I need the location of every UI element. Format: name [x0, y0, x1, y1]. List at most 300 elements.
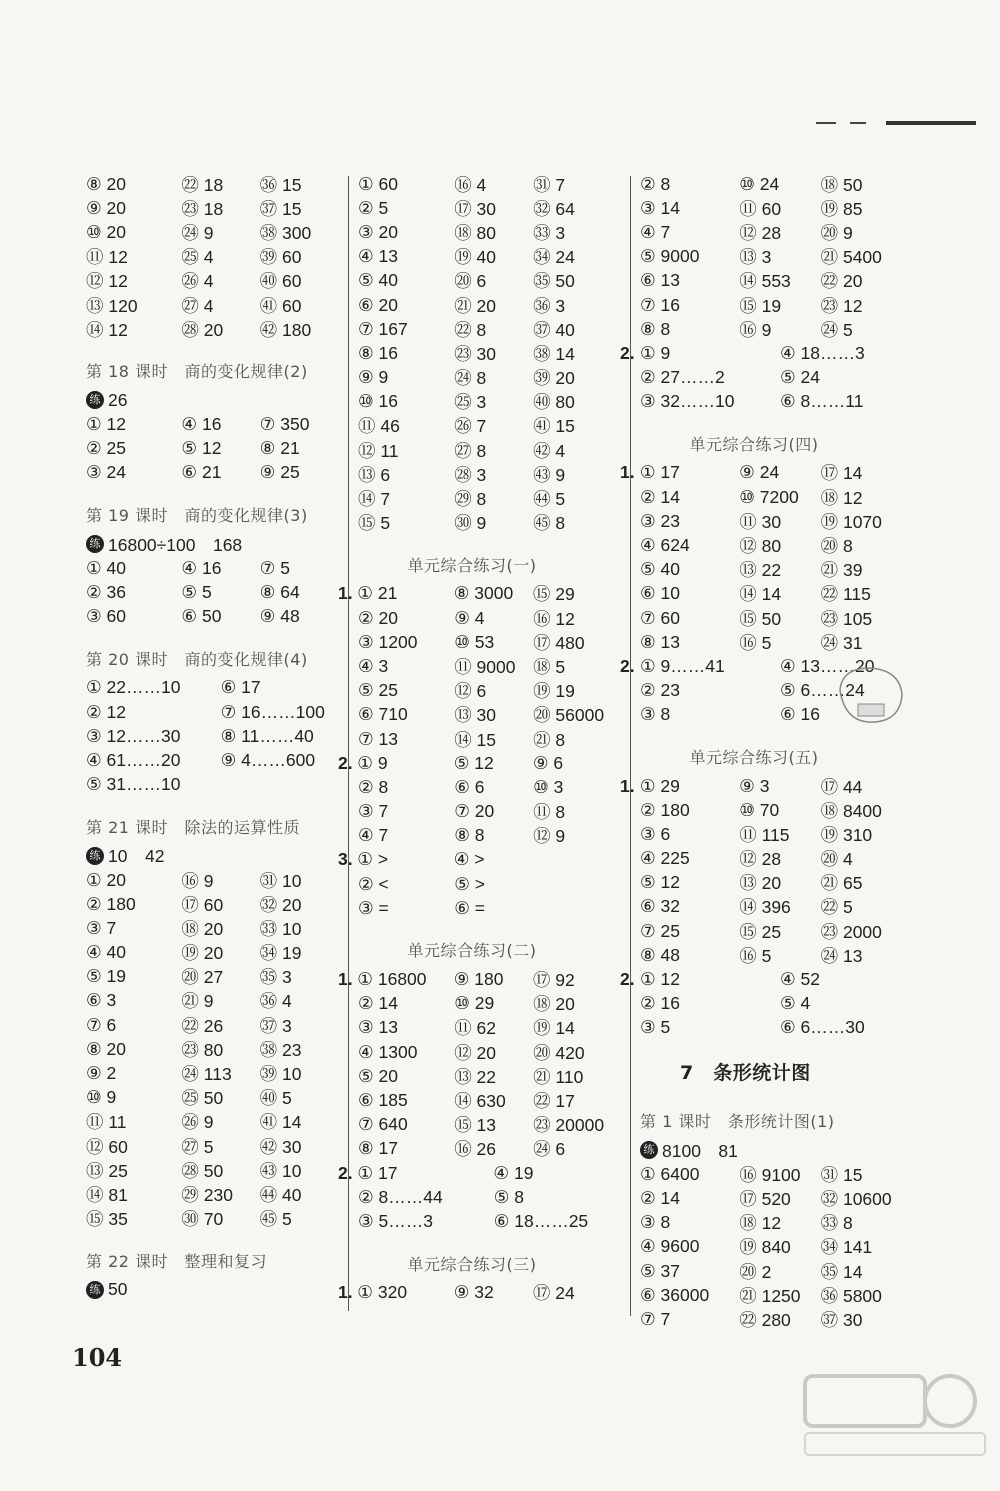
answer-row — [358, 606, 610, 630]
answer-row — [86, 1013, 336, 1037]
answer-row — [86, 724, 336, 748]
answer-cell: ① 29 — [639, 775, 680, 796]
answer-cell: ㉓ 2000 — [820, 921, 882, 942]
answer-cell: ① 40 — [86, 557, 127, 578]
answer-row — [86, 196, 336, 220]
answer-cell: ⑥ 36000 — [640, 1284, 710, 1305]
practice-row — [86, 388, 336, 412]
answer-cell: ⑲ 19 — [533, 681, 575, 702]
answer-row — [358, 800, 610, 824]
answer-cell: ⑤ 9000 — [640, 246, 700, 267]
answer-row — [358, 317, 610, 341]
answer-cell: ⑯ 26 — [454, 1139, 497, 1160]
answer-cell: ① 17 — [357, 1162, 398, 1183]
spacer — [358, 920, 610, 938]
answer-cell: ⑦ 16 — [640, 294, 681, 315]
answer-cell: ⑥ 6……30 — [780, 1017, 865, 1038]
section-title: 第 19 课时 商的变化规律(3) — [86, 506, 308, 526]
answer-row — [358, 896, 610, 920]
answer-cell: ③ 14 — [640, 197, 681, 218]
section-title: 第 1 课时 条形统计图(1) — [640, 1112, 835, 1131]
answer-cell: ⑤ 19 — [86, 966, 127, 987]
answer-cell: ④ 624 — [640, 535, 690, 556]
answer-row — [640, 172, 900, 196]
answer-cell: ⑳ 27 — [181, 967, 224, 988]
answer-cell: ② 8 — [640, 173, 671, 194]
answer-row — [640, 220, 900, 244]
answer-cell: ⑲ 85 — [820, 198, 863, 219]
answer-cell: ㉒ 115 — [820, 584, 871, 605]
spacer — [86, 797, 336, 815]
answer-cell: ⑥ = — [454, 897, 485, 918]
answer-cell: ㊲ 3 — [259, 1015, 292, 1036]
answer-row — [358, 992, 610, 1016]
answer-cell: ㊶ 14 — [259, 1112, 302, 1133]
answer-cell: ㉓ 105 — [820, 608, 873, 629]
answer-row — [640, 485, 900, 509]
answer-cell: ⑮ 35 — [86, 1209, 128, 1230]
answer-cell: ㊵ 80 — [533, 392, 575, 413]
answer-row — [86, 941, 336, 965]
answer-cell: ㊲ 15 — [259, 198, 302, 219]
answer-cell: ㉗ 8 — [454, 440, 487, 461]
answer-row — [86, 892, 336, 916]
answer-cell: ⑲ 840 — [739, 1237, 791, 1258]
answer-cell: ⑭ 7 — [358, 489, 391, 510]
answer-row — [358, 486, 610, 510]
answer-cell: ㉟ 50 — [533, 271, 575, 292]
answer-cell: ③ 5 — [640, 1017, 671, 1038]
answer-row — [358, 172, 610, 196]
answer-cell: ㊸ 9 — [533, 464, 566, 485]
answer-cell: ⑤ 24 — [780, 367, 821, 388]
answer-cell: ㊳ 300 — [259, 222, 312, 243]
practice-icon: 练 — [86, 535, 104, 553]
answer-cell: ⑳ 420 — [533, 1042, 585, 1063]
answer-row — [86, 965, 336, 989]
answer-cell: ㉔ 113 — [181, 1064, 232, 1085]
answer-row — [358, 654, 610, 678]
answer-cell: ① > — [357, 849, 389, 870]
answer-row — [86, 748, 336, 772]
answer-row — [640, 798, 900, 822]
answer-cell: ⑰ 14 — [820, 463, 863, 484]
answer-cell: ⑳ 56000 — [533, 705, 605, 726]
answer-cell: ⑨ 32 — [453, 1282, 494, 1303]
answer-cell: ② 180 — [86, 893, 136, 914]
answer-cell: ⑧ 20 — [86, 1038, 127, 1059]
answer-cell: ⑤ 12 — [640, 872, 681, 893]
answer-cell: ⑩ 7200 — [739, 486, 799, 507]
answer-cell: ③ 6 — [640, 823, 671, 844]
answer-cell: ⑥ 20 — [358, 294, 399, 315]
answer-cell: ㊴ 60 — [259, 247, 302, 268]
answer-row — [640, 317, 900, 341]
answer-cell: ① 9……41 — [640, 655, 725, 676]
answer-row — [640, 1283, 900, 1307]
answer-cell: ⑬ 20 — [739, 873, 782, 894]
answer-row — [640, 606, 900, 630]
answer-row — [86, 580, 336, 604]
question-number: 2. — [338, 752, 353, 773]
answer-cell: ⑰ 92 — [532, 970, 575, 991]
answer-cell: ㉑ 39 — [820, 560, 863, 581]
answer-cell: ㉑ 1250 — [739, 1285, 801, 1306]
answer-cell: ③ 12……30 — [86, 725, 181, 746]
answer-row — [86, 220, 336, 244]
question-number: 2. — [620, 969, 635, 990]
practice-answer: 10 42 — [108, 846, 165, 867]
answer-cell: ④ 9600 — [640, 1236, 700, 1257]
answer-cell: ⑯ 9 — [181, 870, 214, 891]
answer-cell: ⑦ 640 — [358, 1114, 408, 1135]
answer-cell: ⑦ 13 — [358, 728, 399, 749]
answer-cell: ⑧ 8 — [454, 825, 485, 846]
answer-cell: ⑪ 62 — [454, 1018, 497, 1039]
answer-cell: ⑰ 480 — [533, 632, 585, 653]
answer-cell: ⑬ 3 — [739, 247, 772, 268]
answer-cell: ㉘ 20 — [181, 319, 224, 340]
section-title: 单元综合练习(一) — [358, 555, 537, 575]
section-title: 第 22 课时 整理和复习 — [86, 1251, 268, 1271]
answer-cell: ④ 52 — [780, 969, 821, 990]
answer-cell: ③ 8 — [640, 704, 671, 725]
answer-cell: ② 180 — [640, 799, 690, 820]
answer-cell: ⑨ 4 — [454, 607, 485, 628]
answer-row — [358, 1209, 610, 1233]
answer-cell: ㉖ 4 — [181, 271, 214, 292]
answer-cell: ⑦ 167 — [358, 318, 408, 339]
answer-cell: ⑤ 12 — [453, 752, 494, 773]
practice-answer: 50 — [108, 1279, 128, 1300]
answer-cell: ③ 7 — [86, 917, 117, 938]
answer-cell: ③ 8 — [640, 1212, 671, 1233]
answer-cell: ⑱ 20 — [181, 918, 224, 939]
answer-cell: ⑪ 60 — [739, 198, 782, 219]
answer-cell: ⑥ 3 — [86, 990, 117, 1011]
answer-row — [640, 919, 900, 943]
answer-cell: ⑰ 24 — [532, 1283, 575, 1304]
answer-cell: ⑱ 80 — [454, 222, 497, 243]
answer-cell: ⑤ 5 — [181, 582, 212, 603]
answer-cell: ② 8……44 — [358, 1186, 443, 1207]
answer-row — [86, 461, 336, 485]
answer-cell: ⑤ 6……24 — [780, 680, 865, 701]
answer-cell: ⑳ 8 — [820, 536, 853, 557]
answer-cell: ㊹ 40 — [259, 1184, 302, 1205]
answer-row — [358, 1064, 610, 1088]
answer-row — [338, 1281, 610, 1305]
answer-cell: ④ 18……3 — [780, 342, 865, 363]
section-title: 第 18 课时 商的变化规律(2) — [86, 362, 308, 382]
answer-column-1 — [86, 172, 336, 1302]
answer-cell: ㉒ 280 — [739, 1309, 791, 1330]
answer-cell: ⑪ 12 — [86, 247, 128, 268]
question-number: 2. — [620, 655, 635, 676]
answer-cell: ⑲ 40 — [454, 247, 497, 268]
answer-cell: ⑲ 310 — [820, 824, 873, 845]
answer-cell: ⑨ 25 — [259, 462, 300, 483]
answer-cell: ⑧ 48 — [640, 944, 681, 965]
answer-row — [358, 462, 610, 486]
answer-cell: ⑪ 46 — [358, 416, 400, 437]
answer-cell: ③ 5……3 — [358, 1210, 434, 1231]
answer-cell: ⑧ 8 — [640, 318, 671, 339]
answer-cell: ㉔ 8 — [454, 368, 487, 389]
answer-cell: ④ 16 — [181, 557, 222, 578]
question-number: 2. — [620, 342, 635, 363]
answer-cell: ⑥ 16 — [780, 704, 821, 725]
answer-cell: ② 20 — [358, 607, 399, 628]
practice-row — [86, 532, 336, 556]
answer-row — [358, 1185, 610, 1209]
answer-cell: ⑮ 50 — [739, 608, 782, 629]
spacer — [358, 1234, 610, 1252]
answer-cell: ⑪ 115 — [739, 824, 790, 845]
answer-row — [86, 989, 336, 1013]
answer-cell: ⑬ 6 — [358, 464, 391, 485]
answer-cell: ㊳ 14 — [533, 343, 575, 364]
answer-cell: ⑩ 53 — [454, 631, 495, 652]
answer-cell: ⑲ 20 — [181, 943, 224, 964]
answer-cell: ㊲ 30 — [820, 1309, 863, 1330]
answer-cell: ⑨ 20 — [86, 197, 127, 218]
answer-row — [640, 558, 900, 582]
answer-cell: ㉝ 8 — [820, 1213, 853, 1234]
answer-row — [358, 341, 610, 365]
answer-cell: ④ 13……20 — [780, 655, 875, 676]
answer-cell: ④ 13 — [358, 246, 399, 267]
answer-cell: ⑭ 12 — [86, 319, 128, 340]
answer-cell: ⑱ 12 — [820, 487, 863, 508]
answer-row — [620, 967, 900, 991]
answer-cell: ⑯ 9 — [739, 319, 772, 340]
answer-cell: ⑱ 50 — [820, 174, 863, 195]
answer-cell: ⑪ 8 — [533, 802, 566, 823]
answer-cell: ㉟ 3 — [259, 967, 292, 988]
answer-row — [640, 943, 900, 967]
answer-cell: ㉚ 70 — [181, 1209, 224, 1230]
answer-row — [640, 992, 900, 1016]
answer-row — [358, 245, 610, 269]
answer-row — [358, 390, 610, 414]
answer-cell: ⑦ 25 — [640, 920, 681, 941]
answer-cell: ⑬ 22 — [454, 1066, 497, 1087]
answer-cell: ⑩ 24 — [739, 173, 780, 194]
answer-cell: ⑫ 9 — [533, 826, 566, 847]
answer-cell: ② 25 — [86, 438, 127, 459]
answer-cell: ④ 3 — [358, 655, 389, 676]
answer-cell: ㉔ 5 — [820, 319, 853, 340]
answer-cell: ㊷ 30 — [259, 1136, 302, 1157]
answer-cell: ㉕ 3 — [454, 392, 487, 413]
answer-cell: ⑭ 14 — [739, 584, 782, 605]
answer-cell: ⑤ 25 — [358, 680, 399, 701]
answer-cell: ⑦ 6 — [86, 1014, 117, 1035]
answer-cell: ㉟ 14 — [820, 1261, 863, 1282]
answer-cell: ⑮ 5 — [358, 513, 391, 534]
answer-cell: ⑥ 17 — [220, 677, 261, 698]
answer-cell: ㉗ 4 — [181, 295, 214, 316]
answer-cell: ㊱ 3 — [533, 295, 566, 316]
answer-cell: ㉞ 141 — [820, 1237, 873, 1258]
answer-cell: ⑰ 44 — [820, 776, 863, 797]
answer-cell: ⑯ 5 — [739, 632, 772, 653]
answer-row — [358, 1016, 610, 1040]
answer-cell: ㉜ 20 — [259, 894, 302, 915]
answer-row — [86, 556, 336, 580]
answer-cell: ⑱ 20 — [533, 994, 575, 1015]
answer-cell: ⑫ 12 — [86, 271, 128, 292]
answer-row — [86, 1207, 336, 1231]
answer-cell: ③ 32……10 — [640, 391, 735, 412]
answer-cell: ⑩ 16 — [358, 391, 399, 412]
answer-cell: ⑲ 14 — [533, 1018, 575, 1039]
answer-row — [640, 822, 900, 846]
answer-cell: ⑫ 80 — [739, 536, 782, 557]
answer-cell: ① 320 — [357, 1282, 408, 1303]
practice-answer: 26 — [108, 389, 128, 410]
answer-row — [86, 1037, 336, 1061]
answer-cell: ⑦ 20 — [454, 801, 495, 822]
answer-row — [358, 727, 610, 751]
watermark-logo — [800, 1371, 990, 1461]
answer-cell: ⑦ 60 — [640, 607, 681, 628]
answer-cell: ㉘ 50 — [181, 1160, 224, 1181]
answer-cell: ⑧ 13 — [640, 631, 681, 652]
answer-cell: ㉒ 17 — [533, 1090, 575, 1111]
answer-cell: ① 21 — [357, 583, 398, 604]
answer-cell: ② 12 — [86, 701, 127, 722]
answer-row — [640, 533, 900, 557]
answer-row — [358, 824, 610, 848]
answer-cell: ㉒ 20 — [820, 271, 863, 292]
answer-row — [620, 341, 900, 365]
answer-cell: ⑩ 3 — [533, 776, 564, 797]
practice-answer: 16800÷100 168 — [108, 534, 243, 555]
answer-cell: ⑥ 6 — [454, 776, 485, 797]
answer-cell: ⑲ 1070 — [820, 511, 882, 532]
answer-cell: ③ 20 — [358, 221, 399, 242]
answer-cell: ㊶ 60 — [259, 295, 302, 316]
answer-cell: ④ 1300 — [358, 1041, 418, 1062]
spacer — [86, 341, 336, 359]
answer-cell: ⑨ 48 — [259, 606, 300, 627]
answer-cell: ⑮ 19 — [739, 295, 782, 316]
answer-row — [86, 1182, 336, 1206]
answer-cell: ② 5 — [358, 197, 389, 218]
question-number: 1. — [338, 583, 353, 604]
answer-row — [86, 1134, 336, 1158]
answer-cell: ㊵ 60 — [259, 271, 302, 292]
answer-cell: ③ 60 — [86, 606, 127, 627]
answer-cell: ⑪ 11 — [86, 1112, 127, 1133]
answer-cell: ㉞ 24 — [533, 247, 575, 268]
answer-cell: ㊵ 5 — [259, 1088, 292, 1109]
answer-cell: ④ 7 — [358, 825, 389, 846]
answer-row — [338, 848, 610, 872]
answer-row — [338, 967, 610, 991]
answer-cell: ㉗ 5 — [181, 1136, 214, 1157]
answer-row — [640, 847, 900, 871]
answer-row — [358, 269, 610, 293]
answer-cell: ㊷ 4 — [533, 440, 566, 461]
section-title: 单元综合练习(二) — [358, 941, 537, 961]
answer-cell: ① 9 — [357, 752, 388, 773]
answer-cell: ⑨ 180 — [453, 969, 504, 990]
answer-row — [358, 438, 610, 462]
answer-cell: ⑤ 20 — [358, 1065, 399, 1086]
answer-cell: ② 14 — [640, 486, 681, 507]
answer-row — [358, 775, 610, 799]
answer-cell: ④ 225 — [640, 848, 690, 869]
answer-cell: ㉔ 9 — [181, 222, 214, 243]
answer-row — [86, 293, 336, 317]
answer-cell: ② 14 — [358, 993, 399, 1014]
answer-row — [640, 1186, 900, 1210]
answer-cell: ㊱ 15 — [259, 174, 302, 195]
answer-cell: ⑳ 4 — [820, 849, 853, 870]
answer-row — [640, 1259, 900, 1283]
answer-cell: ② 14 — [640, 1187, 681, 1208]
answer-cell: ⑰ 520 — [739, 1188, 791, 1209]
answer-row — [86, 437, 336, 461]
answer-cell: ㉖ 7 — [454, 416, 487, 437]
answer-cell: ⑤ 40 — [358, 270, 399, 291]
answer-row — [358, 196, 610, 220]
spacer — [640, 1040, 900, 1058]
answer-cell: ㊳ 23 — [259, 1039, 302, 1060]
answer-cell: ㉒ 5 — [820, 897, 853, 918]
answer-cell: ㉔ 13 — [820, 945, 863, 966]
answer-cell: ② < — [358, 873, 389, 894]
answer-cell: ④ 16 — [181, 414, 222, 435]
answer-cell: ⑥ 710 — [358, 704, 408, 725]
answer-cell: ⑪ 30 — [739, 511, 782, 532]
answer-row — [640, 1235, 900, 1259]
answer-cell: ㉑ 9 — [181, 991, 214, 1012]
answer-cell: ⑧ 16 — [358, 342, 399, 363]
answer-column-3 — [620, 172, 900, 1332]
answer-cell: ⑪ 9000 — [454, 656, 516, 677]
answer-cell: ㉑ 8 — [533, 729, 566, 750]
answer-cell: ② 27……2 — [640, 367, 725, 388]
answer-cell: ㉖ 9 — [181, 1112, 214, 1133]
answer-cell: ① 16800 — [357, 969, 427, 990]
question-number: 1. — [620, 775, 635, 796]
answer-column-2 — [338, 172, 610, 1305]
practice-row — [86, 844, 336, 868]
practice-icon: 练 — [86, 847, 104, 865]
page-number: 104 — [72, 1343, 123, 1372]
answer-cell: ② 8 — [358, 776, 389, 797]
answer-cell: ⑤ 37 — [640, 1260, 681, 1281]
answer-cell: ㉒ 8 — [454, 319, 487, 340]
answer-row — [640, 1307, 900, 1331]
answer-row — [358, 1113, 610, 1137]
answer-cell: ⑨ 6 — [532, 752, 564, 773]
answer-cell: ㉑ 110 — [533, 1066, 584, 1087]
answer-cell: ⑬ 120 — [86, 295, 138, 316]
answer-row — [358, 511, 610, 535]
answer-cell: ⑩ 29 — [454, 993, 495, 1014]
answer-cell: ⑨ 3 — [739, 775, 770, 796]
answer-cell: ㉓ 20000 — [533, 1115, 605, 1136]
answer-cell: ③ 13 — [358, 1017, 399, 1038]
question-number: 3. — [338, 849, 353, 870]
answer-cell: ㉚ 9 — [454, 513, 487, 534]
answer-cell: ⑱ 12 — [739, 1213, 782, 1234]
